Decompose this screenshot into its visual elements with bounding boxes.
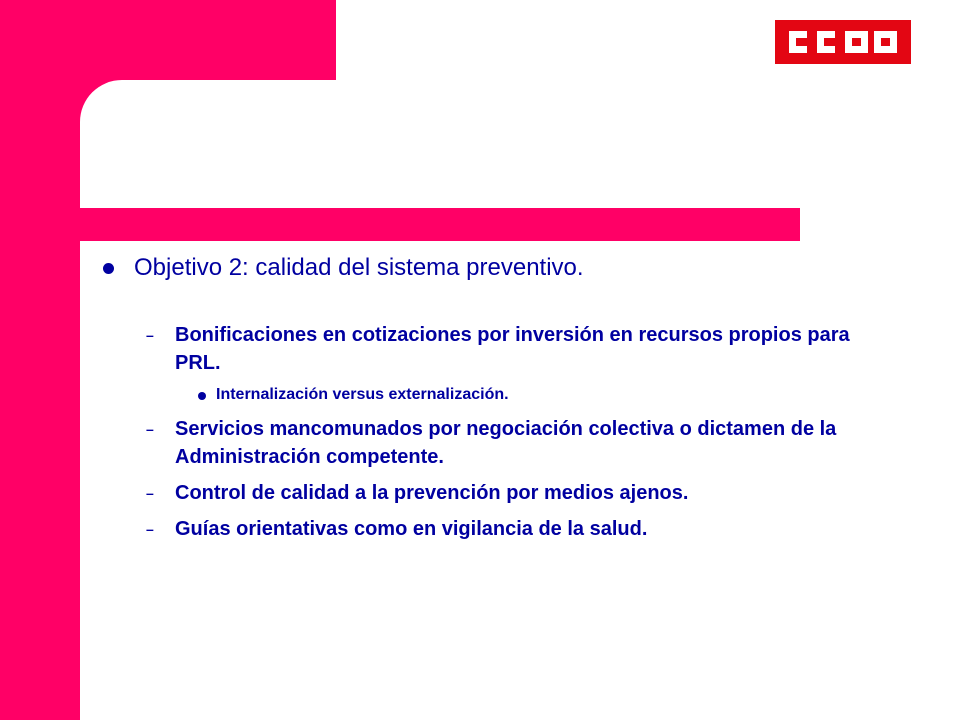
sub-item-guias bbox=[100, 515, 900, 543]
frame-corner-curve bbox=[80, 80, 336, 208]
ccoo-logo bbox=[775, 20, 911, 64]
main-bullet-text: Objetivo 2: calidad del sistema preventivo. bbox=[134, 254, 584, 281]
sub-item-bonificaciones bbox=[100, 321, 900, 377]
dash-marker: – bbox=[146, 521, 154, 537]
dash-marker: – bbox=[146, 421, 154, 437]
sub-item-servicios bbox=[100, 415, 900, 471]
sub-list bbox=[100, 321, 900, 543]
sub-item-text: Control de calidad a la prevención por medios ajenos. bbox=[175, 482, 689, 504]
bullet-icon bbox=[198, 392, 206, 400]
frame-left-band bbox=[0, 0, 80, 720]
sub-item-text: Guías orientativas como en vigilancia de la salud. bbox=[175, 518, 648, 540]
sub-sub-item-internalizacion bbox=[100, 383, 900, 407]
sub-sub-item-text: Internalización versus externalización. bbox=[216, 386, 509, 403]
sub-item-text: Servicios mancomunados por negociación colectiva o dictamen de la Administración competente. bbox=[175, 418, 837, 468]
dash-marker: – bbox=[146, 485, 154, 501]
sub-item-control bbox=[100, 479, 900, 507]
sub-item-text: Bonificaciones en cotizaciones por inversión en recursos propios para PRL. bbox=[175, 324, 850, 374]
bullet-icon bbox=[103, 263, 114, 274]
frame-top-band bbox=[0, 0, 336, 80]
dash-marker: – bbox=[146, 327, 154, 343]
frame-title-bar bbox=[80, 208, 800, 241]
slide-content bbox=[100, 252, 900, 551]
main-bullet-item bbox=[100, 252, 900, 284]
